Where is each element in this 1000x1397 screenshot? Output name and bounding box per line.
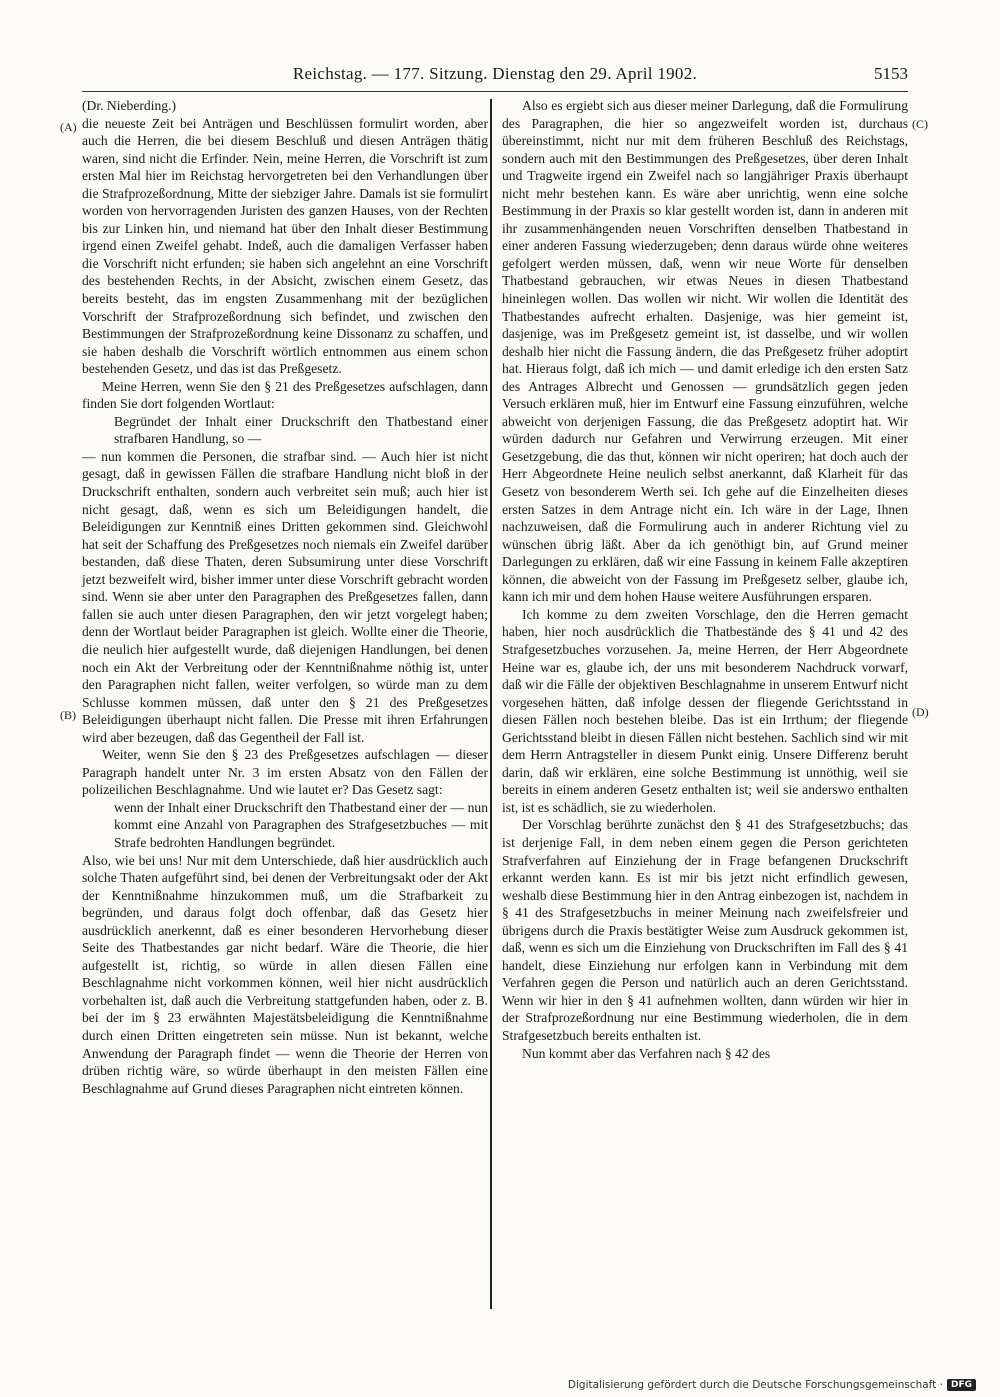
margin-mark-b: (B) [60,708,76,722]
margin-mark-d: (D) [912,705,929,719]
running-title: Reichstag. — 177. Sitzung. Dienstag den 29. April 1902. [292,64,698,83]
dfg-logo: DFG [947,1379,976,1391]
column-divider [490,99,492,1309]
page-header [82,64,908,90]
paragraph: die neueste Zeit bei Anträgen und Beschlüssen formulirt worden, aber auch die Herren, die bei diesem Beschluß und diesen Anträgen thätig waren, sind nicht die Erfinder. Nein, meine Herren, die Vorschrift ist zum ersten Mal hier im Reichstag hervorgetreten bei den Verhandlungen über die Strafprozeßordnung, Mitte der siebziger Jahre. Damals ist sie formulirt worden von hervorragenden Juristen des ganzen Hauses, von der Rechten bis zur Linken hin, und niemand hat über den Inhalt dieser Bestimmung irgend einen Zweifel gehabt. Indeß, auch die damaligen Verfasser haben die Vorschrift nicht erfunden; sie haben sich angelehnt an eine Vorschrift des bestehenden Rechts, in der Absicht, zwischen einem Gesetz, das bereits besteht, das im engsten Zusammenhang mit der bezüglichen Vorschrift der Strafprozeßordnung sich befindet, und zwischen den Bestimmungen der Strafprozeßordnung keine Dissonanz zu schaffen, und sie haben deshalb die Vorschrift wörtlich entnommen aus einem schon bestehenden Gesetz, und das ist das Preßgesetz. [82,115,488,377]
digitization-credit [568,1379,976,1391]
paragraph: Also, wie bei uns! Nur mit dem Unterschiede, daß hier ausdrücklich auch solche Thaten aufgeführt sind, bei denen der Verbreitungsakt oder der Akt der Kenntnißnahme hinzukommen muß, um die Strafbarkeit zu begründen, und daraus folgt doch offenbar, daß das Gesetz hier ausdrücklich anerkennt, daß es einer besonderen Hervorhebung dieser Seite des Thatbestandes gar nicht bedarf. Wäre die Theorie, die hier aufgestellt ist, richtig, so würde in allen diesen Fällen eine Beschlagnahme nicht vorkommen können, weil hier nicht ausdrücklich vorbehalten ist, daß auch die Verbreitung stattgefunden haben, oder z. B. bei der im § 23 erwähnten Majestätsbeleidigung die Kenntnißnahme durch einen Dritten eingetreten sein müsse. Nun ist bekannt, welche Anwendung der Paragraph findet — wenn die Theorie der Herren von drüben richtig wäre, so würde überhaupt in den meisten Fällen eine Beschlagnahme auf Grund dieses Paragraphen nicht eintreten können. [82,852,488,1096]
paragraph: Meine Herren, wenn Sie den § 21 des Preßgesetzes aufschlagen, dann finden Sie dort folgenden Wortlaut: [82,378,488,412]
left-column [82,97,488,1097]
margin-mark-a: (A) [60,120,77,134]
paragraph: — nun kommen die Personen, die strafbar sind. — Auch hier ist nicht gesagt, daß in gewissen Fällen die strafbare Handlung nicht bloß in der Druckschrift enthalten, sondern auch verbreitet sein muß; auch hier ist nicht gesagt, daß, wenn es sich um Beleidigungen handelt, die Beleidigungen zur Kenntniß eines Dritten gekommen sind. Gleichwohl hat seit der Schaffung des Preßgesetzes noch niemals ein Zweifel darüber bestanden, daß diese Thaten, deren Subsumirung unter diese Vorschrift jetzt bezweifelt wird, bisher immer unter diese Vorschrift gebracht worden sind. Wenn sie aber unter den Paragraphen des Preßgesetzes fallen, dann fallen sie auch unter diesen Paragraphen, den wir jetzt vorgelegt haben; denn der Wortlaut beider Paragraphen ist gleich. Wollte einer die Theorie, die neulich hier aufgestellt wurde, daß diejenigen Handlungen, bei denen noch ein Akt der Verbreitung oder der Kenntnißnahme nöthig ist, unter den Paragraphen nicht fallen, weiter verfolgen, so würde man zu dem Schlusse kommen müssen, daß unter den § 21 des Preßgesetzes Beleidigungen überhaupt nicht fallen. Die Presse mit ihren Erfahrungen wird aber bezeugen, daß das Gegentheil der Fall ist. [82,448,488,745]
paragraph: Weiter, wenn Sie den § 23 des Preßgesetzes aufschlagen — dieser Paragraph handelt unter Nr. 3 im ersten Absatz von den Fällen der polizeilichen Beschlagnahme. Und wie lautet er? Das Gesetz sagt: [82,747,488,798]
paragraph: Also es ergiebt sich aus dieser meiner Darlegung, daß die Formulirung des Paragraphen, die hier so angezweifelt worden ist, durchaus übereinstimmt, nicht nur mit dem früheren Beschluß des Reichstags, sondern auch mit den Bestimmungen des Preßgesetzes, über deren Inhalt und Tragweite irgend ein Zweifel nach so langjähriger Praxis überhaupt nicht mehr bestehen kann. Es wäre aber unrichtig, wenn eine solche Bestimmung in der Praxis so klar gestellt worden ist, dann in anderen mit ihr zusammenhängenden neuen Vorschriften denselben Thatbestand in einer anderen Fassung wiederzugeben; denn daraus würde ohne weiteres gefolgert werden müssen, daß, wenn wir neue Worte für denselben Thatbestand gebrauchen, wir etwas Neues in diesen Thatbestand hineinlegen wollen. Das wollen wir nicht. Wir wollen die Identität des Thatbestandes aufrecht erhalten. Dasjenige, was hier gemeint ist, dasjenige, was im Preßgesetz gemeint ist, ist dasselbe, und wir wollen deshalb hier nicht die Fassung ändern, die das Preßgesetz früher adoptirt hat. Hieraus folgt, daß ich mich — und damit erledige ich den ersten Satz des Antrages Albrecht und Genossen — grundsätzlich gegen jeden Versuch erklären muß, hier im Entwurf eine Fassung einzuführen, welche abweicht von derjenigen Fassung, die das Preßgesetz adoptirt hat. Wir würden dadurch nur Gefahren und Verwirrung erzeugen. Mit einer Gesetzgebung, die das thut, können wir nicht operiren; hat doch auch der Herr Abgeordnete Heine neulich selbst anerkannt, daß Klarheit für das Gesetz von besonderem Werth sei. Ich gehe auf die Einzelheiten dieses ersten Satzes in dem Antrage nicht ein. Ich wäre in der Lage, Ihnen nachzuweisen, daß die Formulirung auch in anderer Richtung viel zu wünschen übrig läßt. Aber da ich genöthigt bin, auf Grund meiner Darlegungen zu erklären, daß wir eine Fassung in keinem Falle akzeptiren können, die abweicht von der Fassung im Preßgesetz selber, glaube ich, kann ich mir und dem hohen Hause weitere Ausführungen ersparen. [502,98,908,605]
credit-text: Digitalisierung gefördert durch die Deutsche Forschungsgemeinschaft · [567,1379,943,1391]
speaker-label: (Dr. Nieberding.) [82,98,176,113]
quotation: wenn der Inhalt einer Druckschrift den Thatbestand einer der — nun kommt eine Anzahl von Paragraphen des Strafgesetzbuches — mit Strafe bedrohten Handlungen begründet. [114,799,488,850]
quotation: Begründet der Inhalt einer Druckschrift den Thatbestand einer strafbaren Handlung, so — [114,413,488,447]
margin-mark-c: (C) [912,117,928,131]
page-number: 5153 [874,64,908,83]
paragraph: Ich komme zu dem zweiten Vorschlage, den die Herren gemacht haben, hier noch ausdrücklich die Thatbestände des § 41 und 42 des Strafgesetzbuches vorzusehen. Ja, meine Herren, der Herr Abgeordnete Heine war es, glaube ich, der uns mit besonderem Nachdruck vorwarf, daß wir die Fälle der objektiven Beschlagnahme in unserem Entwurf nicht vorgesehen hätten, daß infolge dessen der fliegende Gerichtsstand in diesen Fällen noch bestehen bleibe. Das ist ein Irrthum; der fliegende Gerichtsstand bleibt in diesen Fällen nicht bestehen. Sachlich sind wir mit dem Herrn Antragsteller in diesem Punkt einig. Unsere Differenz beruht darin, daß wir erklären, eine solche Bestimmung ist unnöthig, weil sie bereits in einem anderen Gesetz enthalten ist; weil sie anderswo enthalten ist, ist es schädlich, sie zu wiederholen. [502,606,908,815]
paragraph: Der Vorschlag berührte zunächst den § 41 des Strafgesetzbuchs; das ist derjenige Fall, in dem neben einem gegen die Person gerichteten Strafverfahren auf Einziehung der in Frage befangenen Druckschrift erkannt werden kann. Es ist mir bis jetzt nicht erfindlich gewesen, weshalb diese Bestimmung hier in den Antrag einbezogen ist, nachdem in § 41 des Strafgesetzbuchs in meiner Meinung nach zweifelsfreier und übrigens durch die Praxis bestätigter Weise zum Ausdruck gekommen ist, daß, wenn es sich um die Einziehung von Druckschriften im Fall des § 41 handelt, diese Einziehung nur erfolgen kann in Verbindung mit dem Verfahren gegen die Person und natürlich auch an deren Gerichtsstand. Wenn wir hier in den § 41 aufnehmen wollten, dann würden wir hier in der Strafprozeßordnung nur eine Bestimmung wiederholen, die in dem Strafgesetzbuch bereits enthalten ist. [502,817,908,1043]
paragraph: Nun kommt aber das Verfahren nach § 42 des [522,1045,771,1061]
right-column [502,97,908,1062]
header-rule [82,91,908,92]
